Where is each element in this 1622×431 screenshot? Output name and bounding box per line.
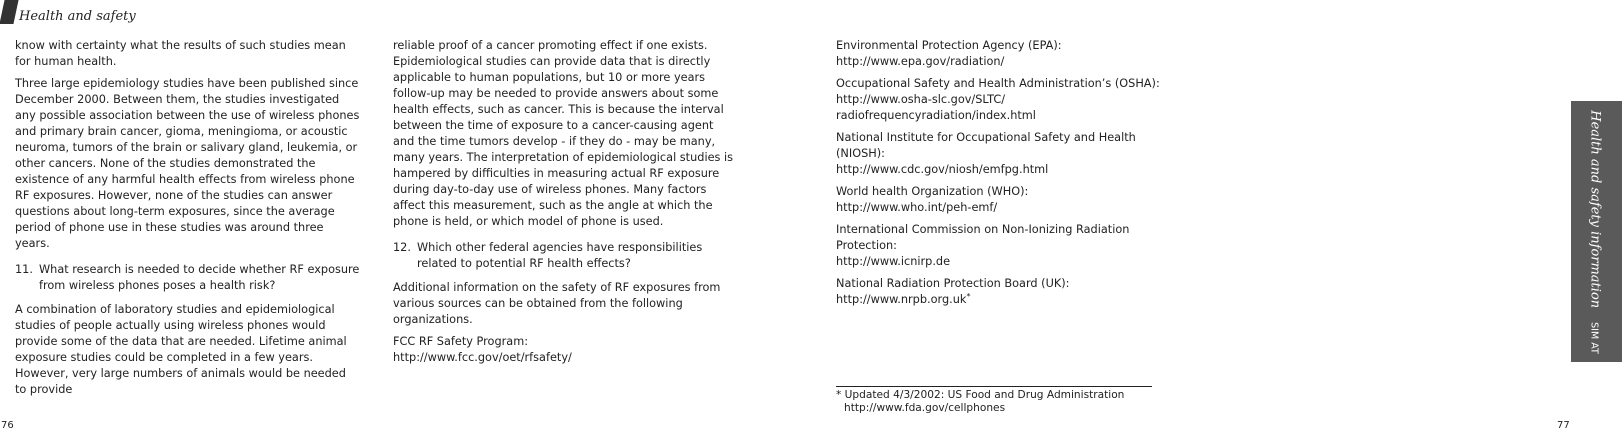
page-number-right: 77 bbox=[1557, 420, 1570, 431]
org-entry-nrpb bbox=[836, 276, 1181, 308]
org-entry-fcc bbox=[393, 334, 738, 366]
org-entry-osha bbox=[836, 76, 1181, 124]
org-entry-who bbox=[836, 184, 1181, 216]
org-url-link[interactable]: http://www.icnirp.de bbox=[836, 255, 951, 268]
footnote bbox=[836, 389, 1124, 415]
org-name: National Radiation Protection Board (UK): bbox=[836, 277, 1070, 290]
paragraph: reliable proof of a cancer promoting effect if one exists. Epidemiological studies can provide data that is directly applicable to human populations, but 10 or more years follow-up may be needed to provide answers about some health effects, such as cancer. This is because the interval between the time of exposure to a cancer-causing agent and the time tumors develop - if they do - may be many, many years. The interpretation of epidemiological studies is hampered by difficulties in measuring actual RF exposure during day-to-day use of wireless phones. Many factors affect this measurement, such as the angle at which the phone is held, or which model of phone is used. bbox=[393, 39, 734, 228]
paragraph: Additional information on the safety of RF exposures from various sources can be obtained from the following organizations. bbox=[393, 281, 721, 326]
org-entry-epa bbox=[836, 38, 1181, 70]
question-11 bbox=[15, 262, 360, 294]
org-url-link[interactable]: http://www.nrpb.org.uk bbox=[836, 293, 967, 306]
org-url-link-continued[interactable]: radiofrequencyradiation/index.html bbox=[836, 109, 1036, 122]
question-12 bbox=[393, 240, 738, 272]
running-header-title: Health and safety bbox=[19, 9, 136, 24]
column-3 bbox=[836, 38, 1181, 314]
section-tab[interactable] bbox=[1571, 101, 1622, 362]
question-number: 12. bbox=[393, 241, 411, 254]
footnote-marker: * bbox=[966, 292, 971, 301]
org-url-link[interactable]: http://www.osha-slc.gov/SLTC/ bbox=[836, 93, 1006, 106]
org-name: Occupational Safety and Health Administration’s (OSHA): bbox=[836, 77, 1160, 90]
question-text: Which other federal agencies have responsibilities related to potential RF health effects? bbox=[417, 241, 703, 270]
org-name: Environmental Protection Agency (EPA): bbox=[836, 39, 1062, 52]
page-number-left: 76 bbox=[1, 420, 14, 431]
org-url-link[interactable]: http://www.epa.gov/radiation/ bbox=[836, 55, 1005, 68]
column-1 bbox=[15, 38, 360, 404]
paragraph: A combination of laboratory studies and epidemiological studies of people actually using wireless phones would provide some of the data that are needed. Lifetime animal exposure studies could be completed in a few years. However, very large numbers of animals would be needed to provide bbox=[15, 303, 347, 396]
question-number: 11. bbox=[15, 263, 33, 276]
org-entry-niosh bbox=[836, 130, 1181, 178]
org-name: International Commission on Non-Ionizing Radiation Protection: bbox=[836, 223, 1130, 252]
org-url-link[interactable]: http://www.who.int/peh-emf/ bbox=[836, 201, 998, 214]
org-entry-icnirp bbox=[836, 222, 1181, 270]
org-name: World health Organization (WHO): bbox=[836, 185, 1029, 198]
footnote-text: Updated 4/3/2002: US Food and Drug Administration bbox=[844, 389, 1125, 401]
footnote-divider bbox=[836, 386, 1152, 387]
paragraph: know with certainty what the results of such studies mean for human health. bbox=[15, 39, 346, 68]
footnote-marker: * bbox=[836, 389, 842, 401]
question-text: What research is needed to decide whether RF exposure from wireless phones poses a health risk? bbox=[39, 263, 360, 292]
org-name: National Institute for Occupational Safety and Health (NIOSH): bbox=[836, 131, 1136, 160]
section-tab-title: Health and safety information bbox=[1587, 109, 1602, 308]
org-url-with-mark bbox=[836, 292, 1181, 308]
section-tab-label bbox=[1587, 110, 1606, 354]
column-2 bbox=[393, 38, 738, 372]
footnote-url-link[interactable]: http://www.fda.gov/cellphones bbox=[844, 402, 1006, 414]
org-name: FCC RF Safety Program: bbox=[393, 335, 528, 348]
org-url-link[interactable]: http://www.fcc.gov/oet/rfsafety/ bbox=[393, 351, 572, 364]
section-tab-subtitle: SIM AT bbox=[1588, 321, 1599, 354]
paragraph: Three large epidemiology studies have been published since December 2000. Between them, the studies investigated any possible association between the use of wireless phones and primary brain cancer, gioma, meningioma, or acoustic neuroma, tumors of the brain or salivary gland, leukemia, or other cancers. None of the studies demonstrated the existence of any harmful health effects from wireless phone RF exposures. However, none of the studies can answer questions about long-term exposures, since the average period of phone use in these studies was around three years. bbox=[15, 77, 360, 250]
header-accent-bar bbox=[0, 0, 19, 24]
org-url-link[interactable]: http://www.cdc.gov/niosh/emfpg.html bbox=[836, 163, 1049, 176]
